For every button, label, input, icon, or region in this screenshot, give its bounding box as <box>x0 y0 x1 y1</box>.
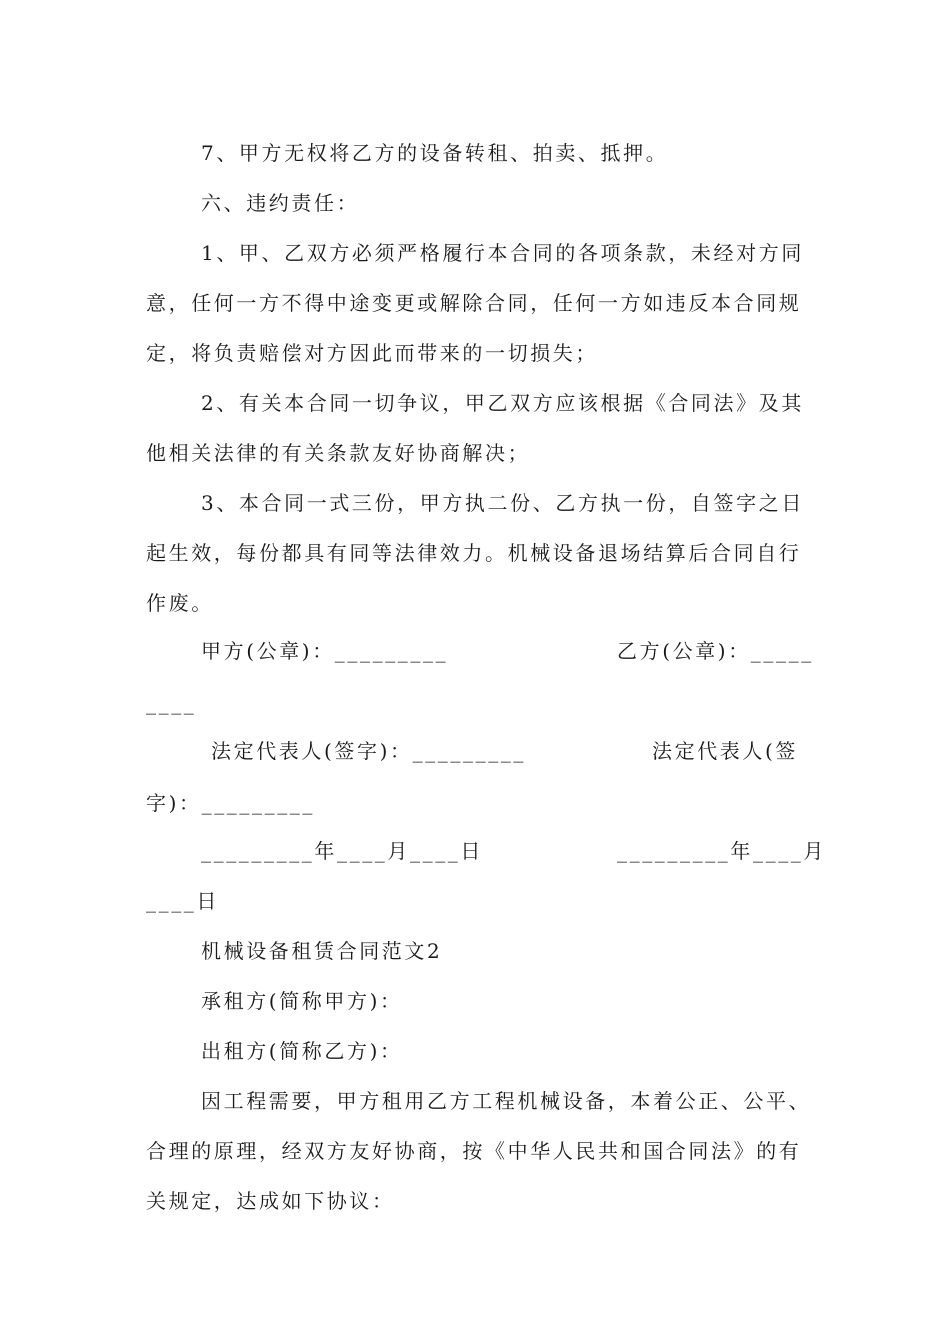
breach-clause-3-line-3: 作废。 <box>146 591 214 615</box>
party-a-representative-field: 法定代表人(签字)：_________ <box>211 739 527 763</box>
section-breach-heading: 六、违约责任： <box>201 191 360 215</box>
party-b-seal-field-continued: ____ <box>146 691 197 715</box>
breach-clause-1-line-3: 定，将负责赔偿对方因此而带来的一切损失； <box>146 341 598 365</box>
party-b-date-field-continued: ____日 <box>146 889 219 913</box>
breach-clause-2-line-1: 2、有关本合同一切争议，甲乙双方应该根据《合同法》及其 <box>201 391 804 415</box>
intro-paragraph-line-1: 因工程需要，甲方租用乙方工程机械设备，本着公正、公平、 <box>201 1089 812 1113</box>
party-a-date-field: _________年____月____日 <box>201 839 483 863</box>
party-b-representative-field-continued: 字)：_________ <box>146 791 316 815</box>
section-title: 机械设备租赁合同范文2 <box>201 939 443 963</box>
party-b-representative-field: 法定代表人(签 <box>652 739 799 763</box>
breach-clause-3-line-2: 起生效，每份都具有同等法律效力。机械设备退场结算后合同自行 <box>146 541 802 565</box>
lessee-field: 承租方(简称甲方)： <box>201 989 403 1013</box>
intro-paragraph-line-3: 关规定，达成如下协议： <box>146 1189 395 1213</box>
clause-7: 7、甲方无权将乙方的设备转租、拍卖、抵押。 <box>201 141 669 165</box>
party-b-date-field: _________年____月 <box>617 839 826 863</box>
breach-clause-1-line-1: 1、甲、乙双方必须严格履行本合同的各项条款，未经对方同 <box>201 241 804 265</box>
breach-clause-3-line-1: 3、本合同一式三份，甲方执二份、乙方执一份，自签字之日 <box>201 491 804 515</box>
party-a-seal-field: 甲方(公章)：_________ <box>201 639 449 663</box>
party-b-seal-field: 乙方(公章)：_____ <box>617 639 814 663</box>
breach-clause-2-line-2: 他相关法律的有关条款友好协商解决； <box>146 441 531 465</box>
intro-paragraph-line-2: 合理的原理，经双方友好协商，按《中华人民共和国合同法》的有 <box>146 1139 802 1163</box>
lessor-field: 出租方(简称乙方)： <box>201 1039 403 1063</box>
breach-clause-1-line-2: 意，任何一方不得中途变更或解除合同，任何一方如违反本合同规 <box>146 291 802 315</box>
